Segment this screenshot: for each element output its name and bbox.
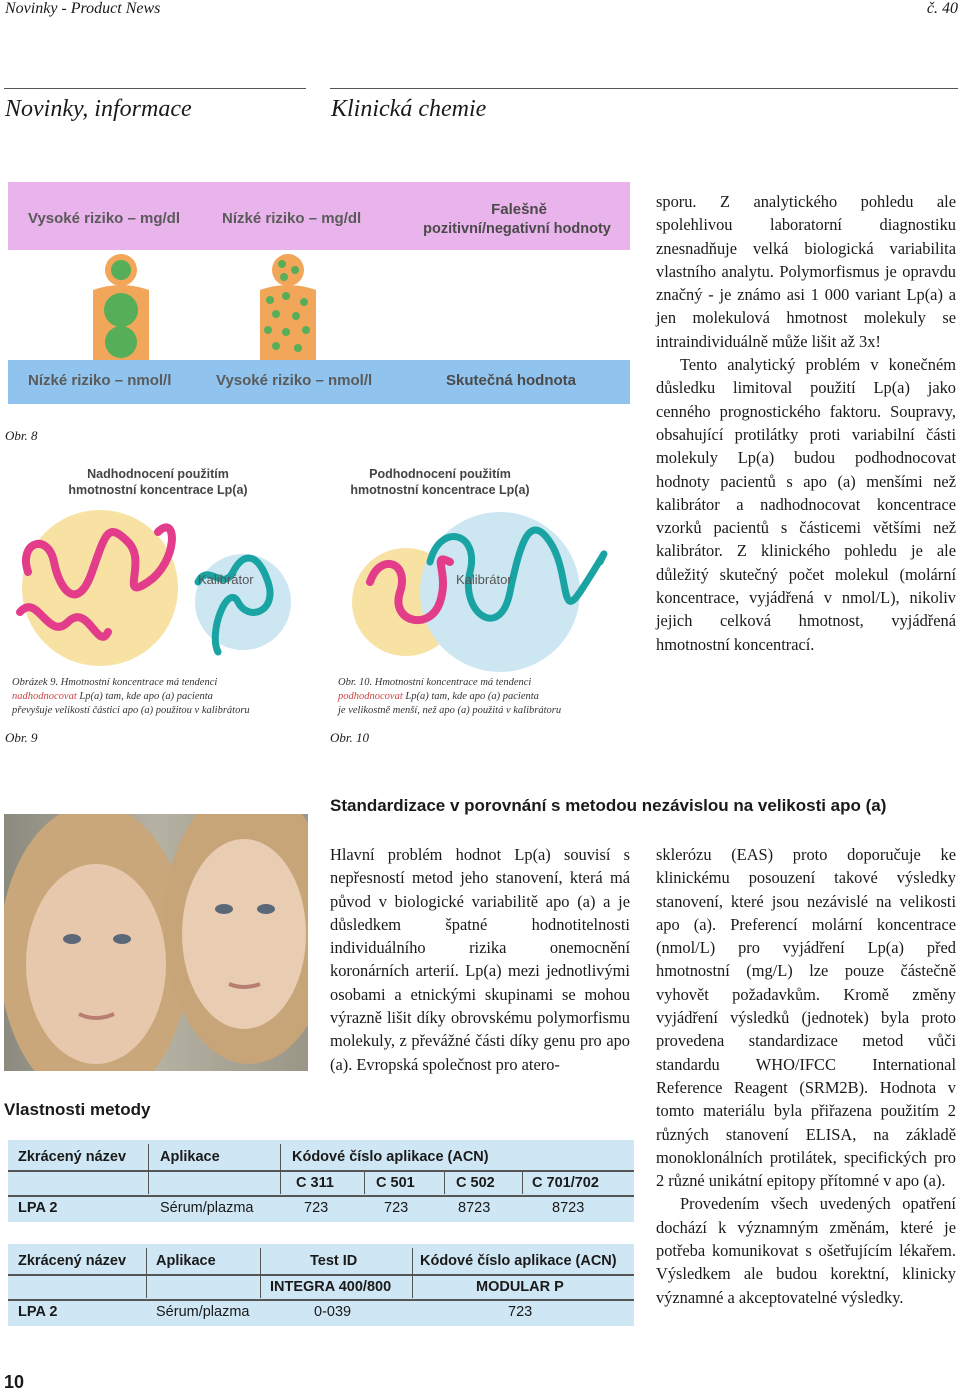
figure-8-true-value: Skutečná hodnota bbox=[446, 372, 577, 389]
figure-10-caption-line-2 bbox=[338, 690, 630, 704]
figure-10-caption-emphasis: podhodnocovat bbox=[338, 691, 403, 702]
figure-8-label: Obr. 8 bbox=[5, 428, 38, 443]
figure-10-caption-line-3: je velikostně menší, než apo (a) použitá v kalibrátoru bbox=[338, 705, 562, 716]
running-header-title: Novinky - Product News bbox=[5, 0, 161, 17]
figure-8-low-risk-nmol: Nízké riziko – nmol/l bbox=[28, 372, 172, 389]
figure-10-title-line-1: Podhodnocení použitím bbox=[369, 467, 511, 481]
table-header-acn: Kódové číslo aplikace (ACN) bbox=[292, 1149, 489, 1165]
figure-9-title-line-2: hmotnostní koncentrace Lp(a) bbox=[68, 483, 248, 497]
page-number: 10 bbox=[4, 1372, 25, 1392]
table-cell-short-name: LPA 2 bbox=[18, 1304, 58, 1320]
two-women-photo bbox=[4, 814, 308, 1071]
table-rule bbox=[8, 1170, 634, 1172]
figure-8-false-values-label: pozitivní/negativní hodnoty bbox=[423, 221, 611, 237]
figure-9-caption-emphasis: nadhodnocovat bbox=[12, 691, 77, 702]
table-column-rule bbox=[148, 1144, 149, 1194]
calibrator-particle-icon bbox=[195, 554, 291, 650]
table-subheader-c502: C 502 bbox=[456, 1175, 495, 1191]
figure-9-caption-line-1: Obrázek 9. Hmotnostní koncentrace má tendenci bbox=[12, 677, 218, 688]
article-paragraph: sklerózu (EAS) proto doporučuje ke klinickému posouzení takové výsledky stanovení, které jsou nezávislé na velikosti apo (a). Preferencí molární koncentrace (nmol/L) pro vyjádření Lp(a) před hmotnostní (mg/L) lze pouze částečně vyhovět požadavkům. Kromě změny vyjádření výsledků (jednotek) byla proto provedena standardizace metod vůči standardu WHO/IFCC International Reference Reagent (SRM2B). Hodnota v tomto materiálu byla přiřazena použitím 2 různých stanovení ELISA, na základě monoklonálních protilátek, specifických pro 2 různé unikátní epitopy přítomné v apo (a). bbox=[656, 845, 956, 1191]
figure-9 bbox=[8, 460, 300, 730]
table-subheader-c311: C 311 bbox=[296, 1175, 334, 1191]
figure-9-diagram bbox=[8, 502, 300, 672]
table-header-application: Aplikace bbox=[156, 1253, 216, 1269]
table-column-rule bbox=[522, 1172, 523, 1194]
methods-heading: Vlastnosti metody bbox=[4, 1100, 151, 1119]
standardization-text-right bbox=[656, 843, 956, 1309]
table-cell-short-name: LPA 2 bbox=[18, 1200, 58, 1216]
figure-9-caption-line-2-rest: Lp(a) tam, kde apo (a) pacienta bbox=[76, 691, 213, 702]
table-cell-application: Sérum/plazma bbox=[160, 1200, 254, 1216]
figure-8-particle-illustration bbox=[8, 250, 630, 360]
figure-9-caption-line-3: převyšuje velikostí částici apo (a) použitou v kalibrátoru bbox=[12, 705, 250, 716]
table-rule bbox=[8, 1274, 634, 1276]
standardization-heading: Standardizace v porovnání s metodou nezávislou na velikosti apo (a) bbox=[330, 796, 887, 815]
table-cell-value: 723 bbox=[384, 1200, 409, 1216]
table-column-rule bbox=[444, 1172, 445, 1194]
table-header-short-name: Zkrácený název bbox=[18, 1149, 127, 1165]
figure-8-false-label: Falešně bbox=[491, 201, 547, 218]
table-cell-value: 723 bbox=[304, 1200, 329, 1216]
figure-9-caption bbox=[12, 676, 300, 718]
figure-9-label: Obr. 9 bbox=[5, 730, 38, 745]
portrait-photo bbox=[4, 814, 308, 1071]
figure-10-diagram bbox=[330, 502, 630, 672]
table-column-rule bbox=[364, 1172, 365, 1194]
methods-table-1 bbox=[8, 1140, 634, 1222]
figure-8 bbox=[8, 182, 630, 412]
standardization-text-middle bbox=[330, 843, 630, 1076]
figure-8-high-risk-mgdl: Vysoké riziko – mg/dl bbox=[28, 210, 180, 227]
table-column-rule bbox=[412, 1248, 413, 1298]
figure-9-title-line-1: Nadhodnocení použitím bbox=[87, 467, 229, 481]
table-column-rule bbox=[260, 1248, 261, 1298]
figure-10-caption-line-2-rest: Lp(a) tam, kde apo (a) pacienta bbox=[402, 691, 539, 702]
section-title-clinical-chemistry: Klinická chemie bbox=[331, 96, 487, 122]
figure-9-caption-line-2 bbox=[12, 690, 300, 704]
table-column-rule bbox=[146, 1248, 147, 1298]
section-rule-left bbox=[4, 88, 306, 89]
figure-8-low-risk-mgdl: Nízké riziko – mg/dl bbox=[222, 210, 362, 227]
figure-10-caption-line-1: Obr. 10. Hmotnostní koncentrace má tendenci bbox=[338, 677, 532, 688]
figure-10-calibrator-label: Kalibrátor bbox=[456, 572, 512, 587]
figure-9-calibrator-label: Kalibrátor bbox=[198, 572, 254, 587]
table-header-application: Aplikace bbox=[160, 1149, 220, 1165]
section-title-news: Novinky, informace bbox=[5, 96, 192, 122]
article-text-right-top bbox=[656, 190, 956, 656]
figure-10-caption bbox=[338, 676, 630, 718]
large-particle-figure-icon bbox=[93, 254, 149, 360]
table-header-short-name: Zkrácený název bbox=[18, 1253, 127, 1269]
table-cell-value: 8723 bbox=[552, 1200, 585, 1216]
table-cell-test-id: 0-039 bbox=[314, 1304, 352, 1320]
figure-10-title-line-2: hmotnostní koncentrace Lp(a) bbox=[350, 483, 530, 497]
table-subheader-modular: MODULAR P bbox=[476, 1279, 564, 1295]
table-cell-application: Sérum/plazma bbox=[156, 1304, 250, 1320]
article-paragraph: Provedením všech uvedených opatření dochází k významným změnám, které je potřeba komunikovat s ošetřujícím lékařem. Výsledkem ale budou korektní, klinicky významné a akceptovatelné výsledky. bbox=[656, 1194, 956, 1307]
table-header-acn: Kódové číslo aplikace (ACN) bbox=[420, 1253, 617, 1269]
article-paragraph: Hlavní problém hodnot Lp(a) souvisí s nepřesností metod jeho stanovení, která má původ v biologické variabilitě apo (a) a je důsledkem špatné hodnotitelnosti individuálního rizika onemocnění koronárních arterií. Lp(a) mezi jednotlivými osobami a etnickými skupinami se mohou výrazně lišit díky obrovskému polymorfismu molekuly, z převážné části díky genu pro apo (a). Evropská společnost pro atero- bbox=[330, 845, 630, 1074]
section-rule-right bbox=[330, 88, 958, 89]
figure-10-label: Obr. 10 bbox=[330, 730, 370, 745]
table-rule bbox=[8, 1195, 634, 1197]
table-header-test-id: Test ID bbox=[310, 1253, 358, 1269]
table-subheader-c701: C 701/702 bbox=[532, 1175, 599, 1191]
figure-8-high-risk-nmol: Vysoké riziko – nmol/l bbox=[216, 372, 373, 389]
small-particle-figure-icon bbox=[260, 254, 316, 360]
table-subheader-c501: C 501 bbox=[376, 1175, 415, 1191]
methods-table-2 bbox=[8, 1244, 634, 1326]
table-cell-value: 8723 bbox=[458, 1200, 491, 1216]
figure-10 bbox=[330, 460, 630, 730]
table-subheader-integra: INTEGRA 400/800 bbox=[270, 1279, 392, 1295]
article-paragraph: Tento analytický problém v konečném důsledku limitoval použití Lp(a) jako cenného prognostického faktoru. Soupravy, obsahující protilátky proti variabilní části molekuly Lp(a) budou podhodnocovat hodnoty pacientů s apo (a) menšími než kalibrátor a nadhodnocovat koncentrace vzorků pacientů s částicemi většími než kalibrátor. Z klinického pohledu je ale důležitý skutečný počet molekul (molární koncentrace, vyjádřená v nmol/L), nikoliv jejich celková hmotnost, vyjádřená hmotnostní koncentrací. bbox=[656, 355, 956, 654]
table-rule bbox=[8, 1299, 634, 1301]
article-paragraph: sporu. Z analytického pohledu ale spolehlivou laboratorní diagnostiku znesnadňuje velká biologická variabilita vlastního analytu. Polymorfismus je opravdu značný - je známo asi 1 000 variant Lp(a) a jen molekulová hmotnost molekuly se intraindividuálně může lišit až 3x! bbox=[656, 192, 956, 351]
issue-number: č. 40 bbox=[926, 0, 958, 17]
table-column-rule bbox=[280, 1144, 281, 1194]
table-cell-acn: 723 bbox=[508, 1304, 533, 1320]
